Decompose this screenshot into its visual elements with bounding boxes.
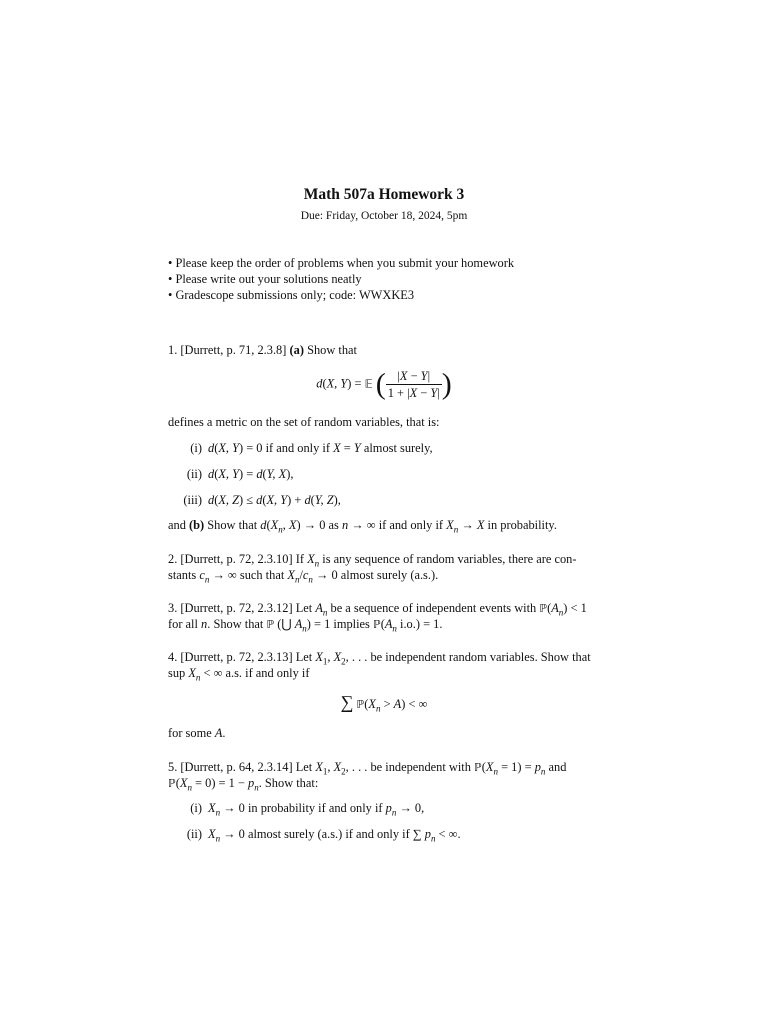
due-date: Due: Friday, October 18, 2024, 5pm xyxy=(300,210,468,222)
problem-1-part-b: and (b) Show that $d(X_n$, X) → 0 as n → ∞ if and only if $X_n \to X$ in probability. xyxy=(168,518,557,535)
problem-1-metric-equation: d(X, Y) = 𝔼 ( $\frac{|X - Y|}{1 + |X - Y|}$ ) xyxy=(316,367,452,401)
problem-3-line-2: for all n. Show that ℙ (⋃ $A_n) = 1$ implies $ℙ(A_n$ i.o.) = 1. xyxy=(168,617,443,634)
problem-1-item-i: (i) d(X, Y) = 0 if and only if X = Y almost surely, xyxy=(190,441,433,455)
problem-1-item-ii: (ii) d(X, Y) = d(Y, X), xyxy=(186,467,294,481)
problem-4-line-1: 4. [Durrett, p. 72, 2.3.13] Let $X_1$, $X_2$, . . . be independent random variables. Show that xyxy=(168,650,591,667)
instruction-item: • Please keep the order of problems when you submit your homework xyxy=(168,256,515,270)
problem-5-item-ii: (ii) $X_n \to 0$ almost surely (a.s.) if and only if ∑ $p_n$ < ∞. xyxy=(186,827,461,844)
problem-3-line-1: 3. [Durrett, p. 72, 2.3.12] Let $A_n$ be a sequence of independent events with $ℙ(A_n) < 1$ xyxy=(168,601,587,618)
problem-5-line-2: $ℙ(X_n = 0) = 1 - p_n$. Show that: xyxy=(168,776,319,793)
instruction-item: • Please write out your solutions neatly xyxy=(168,272,362,286)
problem-4-sum-equation: ∑ $ℙ(X_n > A)$ < ∞ xyxy=(340,692,428,714)
problem-5-item-i: (i) $X_n \to 0$ in probability if and only if $p_n \to 0$, xyxy=(190,801,425,818)
instruction-item: • Gradescope submissions only; code: WWXKE3 xyxy=(168,288,415,302)
problem-4-line-2: sup $X_n$ < ∞ a.s. if and only if xyxy=(168,666,310,683)
instructions-list xyxy=(168,255,514,303)
problem-1-metric-text: defines a metric on the set of random variables, that is: xyxy=(168,415,440,429)
problem-1-intro: 1. [Durrett, p. 71, 2.3.8] (a) Show that xyxy=(168,343,357,357)
problem-1-item-iii: (iii) d(X, Z) ≤ d(X, Y) + d(Y, Z), xyxy=(183,493,341,507)
problem-4-line-3: for some A. xyxy=(168,726,226,740)
problem-2-line-2: stants $c_n$ → ∞ such that $X_n/c_n \to 0$ almost surely (a.s.). xyxy=(168,568,439,585)
problem-2-line-1: 2. [Durrett, p. 72, 2.3.10] If $X_n$ is any sequence of random variables, there are con- xyxy=(168,552,577,569)
problem-5-line-1: 5. [Durrett, p. 64, 2.3.14] Let $X_1$, $X_2$, . . . be independent with $ℙ(X_n = 1) = p_n$ and xyxy=(168,760,567,777)
page-title: Math 507a Homework 3 xyxy=(303,186,465,203)
